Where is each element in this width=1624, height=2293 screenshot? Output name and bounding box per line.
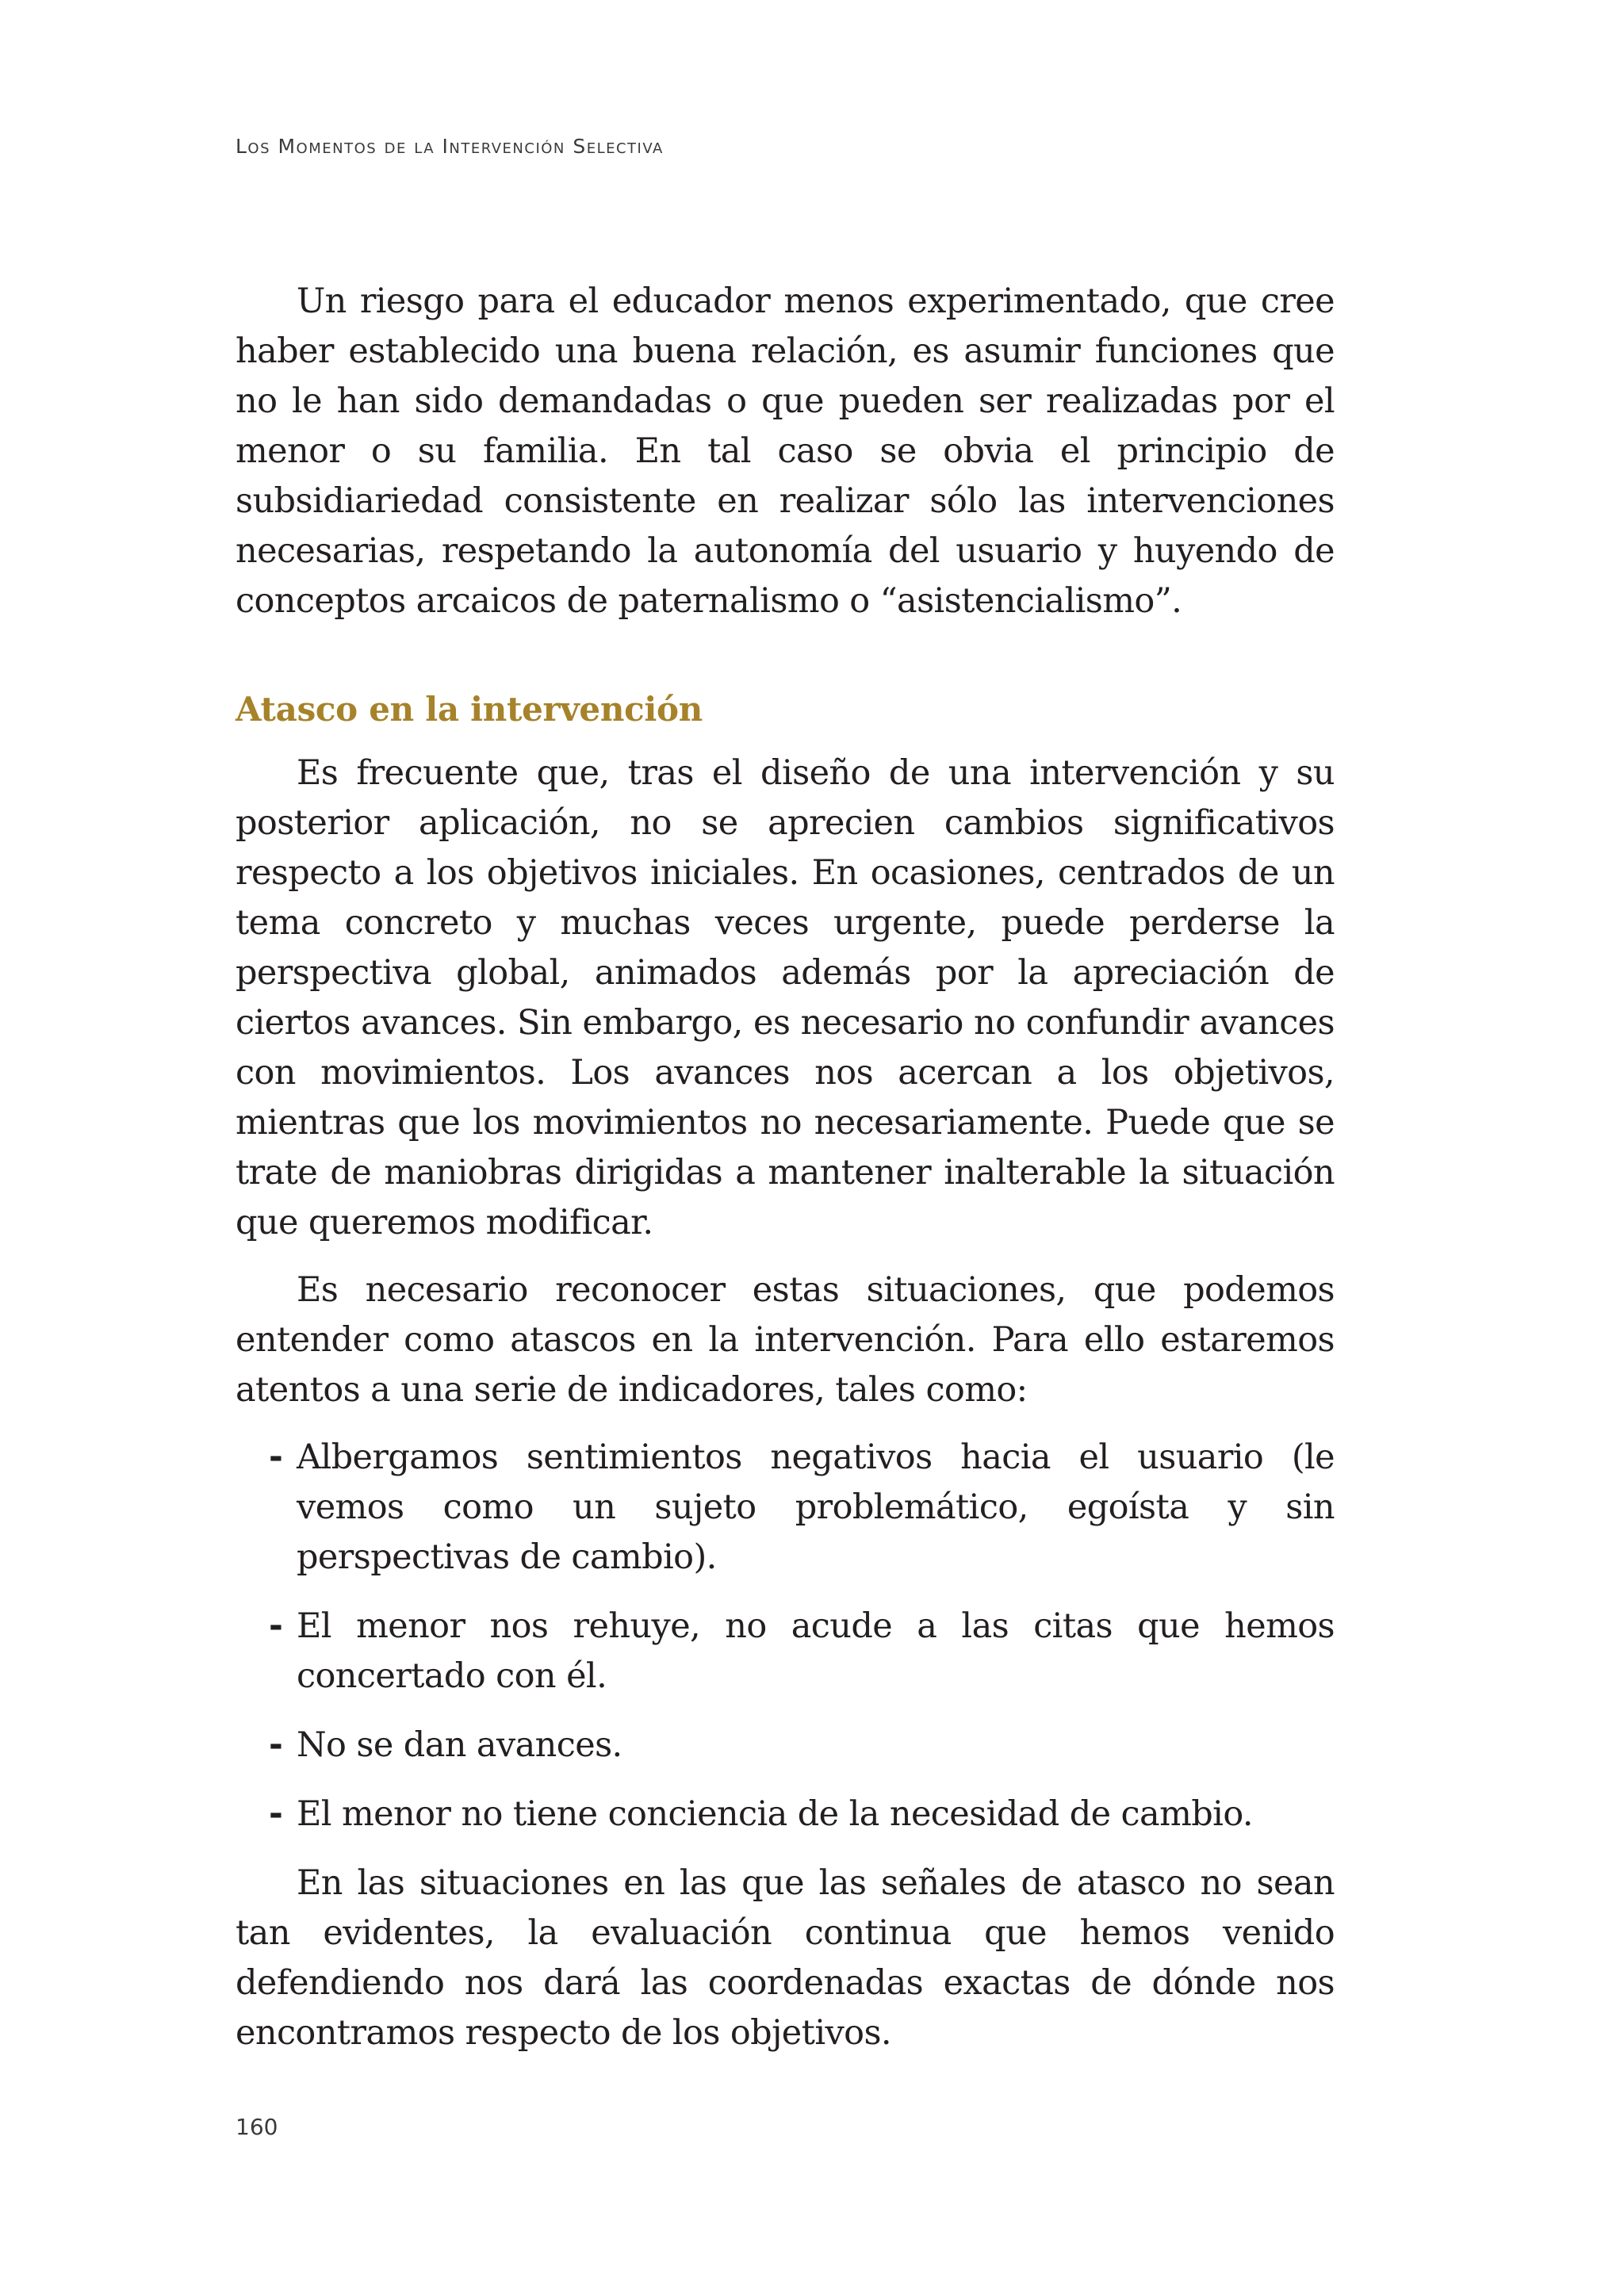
list-item-text: Albergamos sentimientos negativos hacia el usuario (le vemos como un sujeto problemático, egoísta y sin perspectivas de cambio). (297, 1437, 1335, 1577)
dash-bullet: - (269, 1725, 283, 1765)
list-item (236, 1721, 1335, 1770)
section-heading: Atasco en la intervención (236, 690, 703, 729)
dash-bullet: - (269, 1606, 283, 1646)
list-item-text: El menor no tiene conciencia de la necesidad de cambio. (297, 1794, 1253, 1834)
dash-bullet: - (269, 1794, 283, 1834)
closing-paragraph: En las situaciones en las que las señales de atasco no sean tan evidentes, la evaluación continua que hemos venido defendiendo nos dará las coordenadas exactas de dónde nos encontramos respecto de los objetivos. (236, 1863, 1335, 2053)
list-item (236, 1602, 1335, 1702)
list-item-text: No se dan avances. (297, 1725, 622, 1765)
paragraph: Es frecuente que, tras el diseño de una intervención y su posterior aplicación, no se aprecien cambios significativos respecto a los objetivos iniciales. En ocasiones, centrados de un tema concreto y muchas veces urgente, puede perderse la perspectiva global, animados además por la apreciación de ciertos avances. Sin embargo, es necesario no confundir avances con movimientos. Los avances nos acercan a los objetivos, mientras que los movimientos no necesariamente. Puede que se trate de maniobras dirigidas a mantener inalterable la situación que queremos modificar. (236, 753, 1335, 1242)
list-item (236, 1790, 1335, 1839)
list-item-text: El menor nos rehuye, no acude a las citas que hemos concertado con él. (297, 1606, 1335, 1696)
page-body (236, 277, 1335, 2058)
intro-paragraph: Un riesgo para el educador menos experimentado, que cree haber establecido una buena relación, es asumir funciones que no le han sido demandadas o que pueden ser realizadas por el menor o su familia. En tal caso se obvia el principio de subsidiariedad consistente en realizar sólo las intervenciones necesarias, respetando la autonomía del usuario y huyendo de conceptos arcaicos de paternalismo o “asistencialismo”. (236, 281, 1335, 621)
paragraph: Es necesario reconocer estas situaciones, que podemos entender como atascos en la intervención. Para ello estaremos atentos a una serie de indicadores, tales como: (236, 1270, 1335, 1410)
list-item (236, 1433, 1335, 1583)
indicator-list (236, 1433, 1335, 1839)
running-header: Los Momentos de la Intervención Selectiva (236, 135, 664, 158)
page-number: 160 (236, 2114, 278, 2140)
dash-bullet: - (269, 1437, 283, 1477)
